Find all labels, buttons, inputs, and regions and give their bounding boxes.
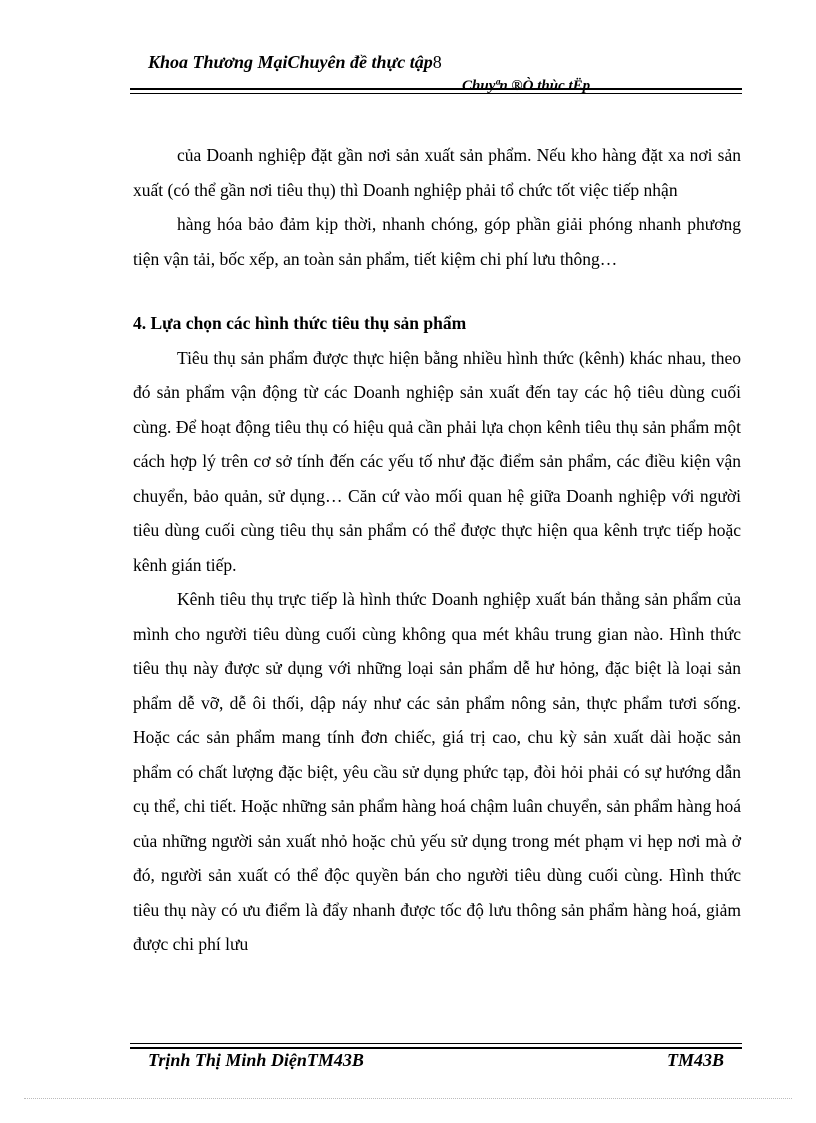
paragraph-gap xyxy=(133,276,741,306)
header-rule-thin xyxy=(130,93,742,94)
paragraph-direct-channel: Kênh tiêu thụ trực tiếp là hình thức Doanh nghiệp xuất bán thẳng sản phẩm của mình cho người tiêu dùng cuối cùng không qua mét khâu trung gian nào. Hình thức tiêu thụ này được sử dụng với những loại sản phẩm dễ hư hỏng, đặc biệt là loại sản phẩm dễ vỡ, dễ ôi thối, dập náy như các sản phẩm nông sản, thực phẩm tươi sống. Hoặc các sản phẩm mang tính đơn chiếc, giá trị cao, chu kỳ sản xuất dài hoặc sản phẩm có chất lượng đặc biệt, yêu cầu sử dụng phức tạp, đòi hỏi phải có sự hướng dẫn cụ thể, chi tiết. Hoặc những sản phẩm hàng hoá chậm luân chuyển, sản phẩm hàng hoá của những người sản xuất nhỏ hoặc chủ yếu sử dụng trong mét phạm vi hẹp nơi mà ở đó, người sản xuất có thể độc quyền bán cho người tiêu dùng cuối cùng. Hình thức tiêu thụ này có ưu điểm là đẩy nhanh được tốc độ lưu thông sản phẩm hàng hoá, giảm được chi phí lưu xyxy=(133,589,741,954)
page-number: 8 xyxy=(432,52,442,72)
footer-rule-thick xyxy=(130,1047,742,1049)
header-title-text: Khoa Thương MạiChuyên đề thực tập xyxy=(148,52,433,72)
page-edge-dotted-line xyxy=(24,1098,792,1099)
header-subtitle: Chuyªn ®Ò thùc tËp xyxy=(462,78,591,94)
footer-class-code: TM43B xyxy=(666,1050,724,1070)
header-rule-thick xyxy=(130,88,742,90)
footer-rule-thin xyxy=(130,1043,742,1044)
header-title xyxy=(148,52,442,73)
footer-author: Trịnh Thị Minh DiệnTM43B xyxy=(148,1050,364,1070)
paragraph-continued: của Doanh nghiệp đặt gần nơi sản xuất sản phẩm. Nếu kho hàng đặt xa nơi sản xuất (có thể gần nơi tiêu thụ) thì Doanh nghiệp phải tổ chức tốt việc tiếp nhận xyxy=(133,145,741,200)
paragraph-continued-2: hàng hóa bảo đảm kịp thời, nhanh chóng, góp phần giải phóng nhanh phương tiện vận tải, bốc xếp, an toàn sản phẩm, tiết kiệm chi phí lưu thông… xyxy=(133,214,741,269)
paragraph-channels: Tiêu thụ sản phẩm được thực hiện bằng nhiều hình thức (kênh) khác nhau, theo đó sản phẩm vận động từ các Doanh nghiệp sản xuất đến tay các hộ tiêu dùng cuối cùng. Để hoạt động tiêu thụ có hiệu quả cần phải lựa chọn kênh tiêu thụ sản phẩm một cách hợp lý trên cơ sở tính đến các yếu tố như đặc điểm sản phẩm, các điều kiện vận chuyển, bảo quản, sử dụng… Căn cứ vào mối quan hệ giữa Doanh nghiệp với người tiêu dùng cuối cùng tiêu thụ sản phẩm có thể được thực hiện qua kênh trực tiếp hoặc kênh gián tiếp. xyxy=(133,347,741,575)
document-body xyxy=(133,138,741,962)
section-heading: 4. Lựa chọn các hình thức tiêu thụ sản phẩm xyxy=(133,313,467,333)
